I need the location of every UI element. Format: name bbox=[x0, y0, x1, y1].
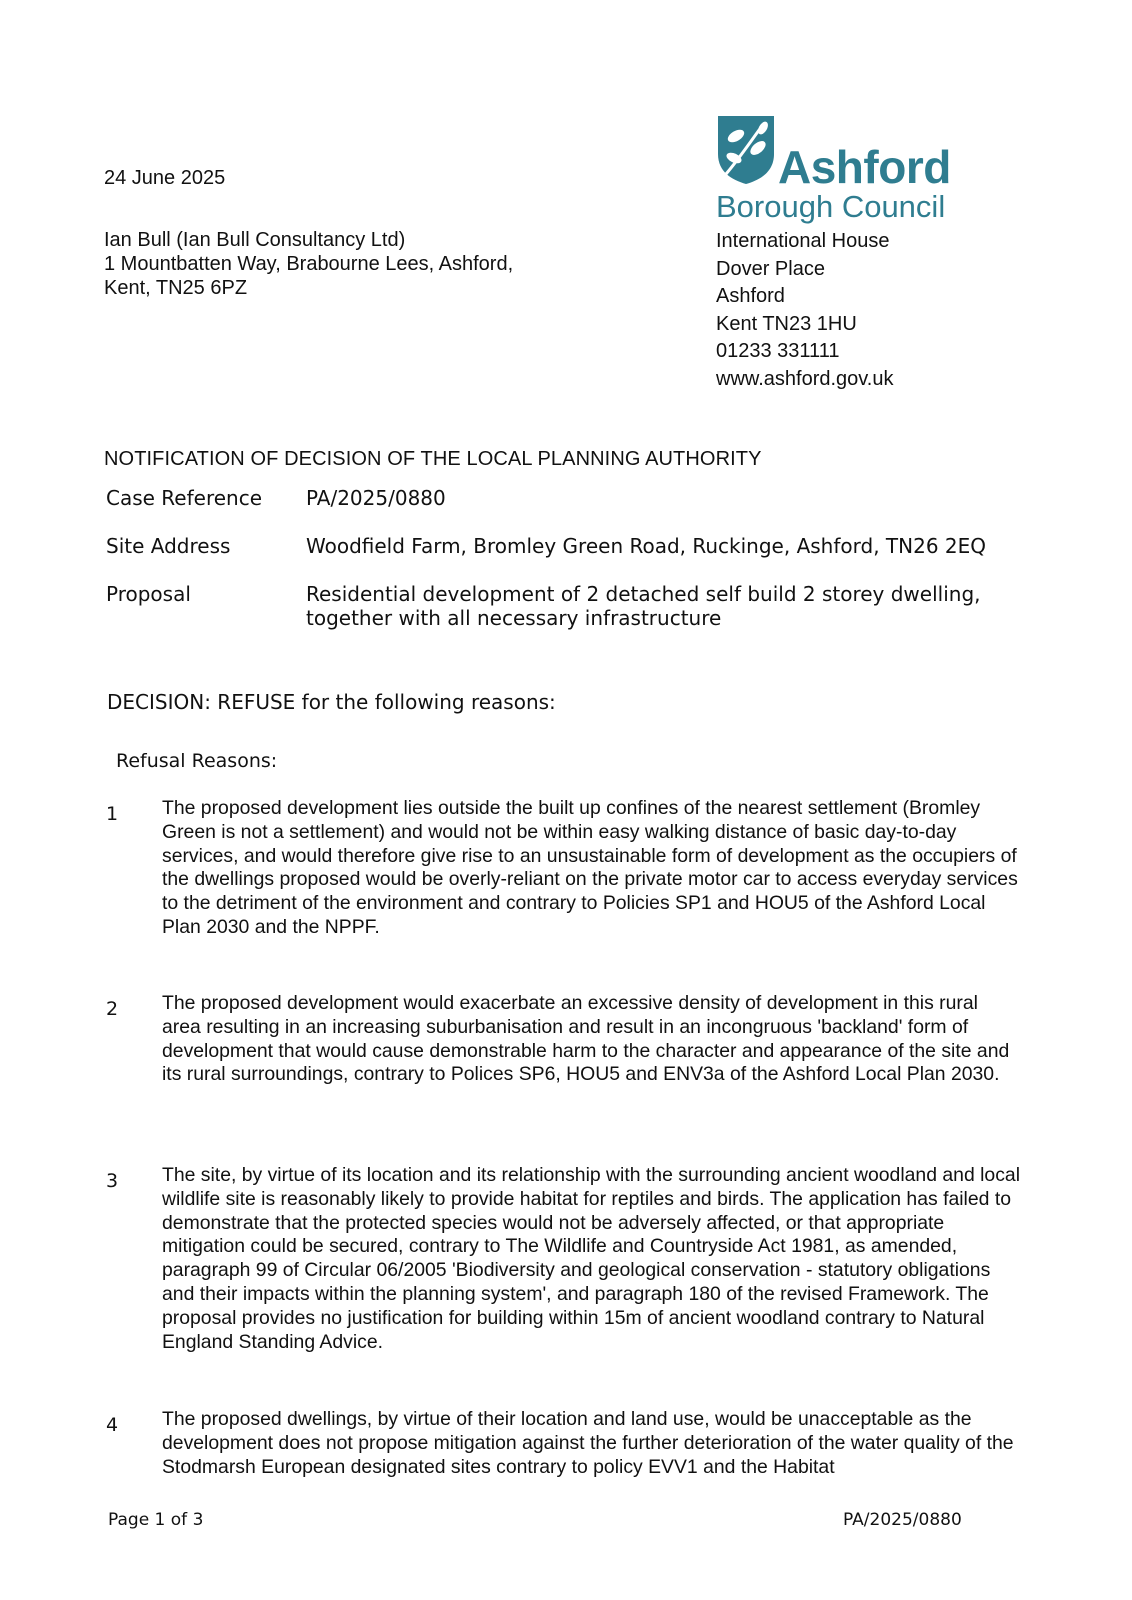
site-address-value: Woodfield Farm, Bromley Green Road, Ruckinge, Ashford, TN26 2EQ bbox=[306, 534, 986, 558]
reason-number: 1 bbox=[106, 803, 119, 825]
reason-number: 2 bbox=[106, 998, 119, 1020]
letter-date: 24 June 2025 bbox=[104, 167, 226, 189]
council-address-line: Dover Place bbox=[716, 257, 825, 280]
case-reference-value: PA/2025/0880 bbox=[306, 486, 446, 510]
addressee-line: Ian Bull (Ian Bull Consultancy Ltd) bbox=[104, 229, 406, 251]
site-address-label: Site Address bbox=[106, 534, 231, 558]
council-website: www.ashford.gov.uk bbox=[716, 367, 894, 390]
footer-reference: PA/2025/0880 bbox=[843, 1510, 962, 1530]
council-logo bbox=[716, 114, 966, 226]
refusal-reasons-heading: Refusal Reasons: bbox=[116, 750, 278, 772]
council-address-line: International House bbox=[716, 230, 890, 252]
reason-number: 4 bbox=[106, 1414, 119, 1436]
reason-text: The site, by virtue of its location and its relationship with the surrounding ancient woodland and local wildlife site is reasonably likely to provide habitat for reptiles and birds. The application has failed to demonstrate that the protected species would not be adversely affected, or that appropriate mitigation could be secured, contrary to The Wildlife and Countryside Act 1981, as amended, paragraph 99 of Circular 06/2005 'Biodiversity and geological conservation - statutory obligations and their impacts within the planning system', and paragraph 180 of the revised Framework. The proposal provides no justification for building within 15m of ancient woodland contrary to Natural England Standing Advice. bbox=[162, 1164, 1020, 1353]
council-address-block bbox=[716, 228, 894, 394]
council-address-line: Kent TN23 1HU bbox=[716, 312, 857, 335]
addressee-block bbox=[104, 228, 513, 300]
council-phone: 01233 331111 bbox=[716, 340, 840, 363]
addressee-line: Kent, TN25 6PZ bbox=[104, 277, 248, 299]
notice-title: NOTIFICATION OF DECISION OF THE LOCAL PLANNING AUTHORITY bbox=[104, 448, 762, 470]
proposal-label: Proposal bbox=[106, 582, 191, 606]
proposal-value: Residential development of 2 detached self build 2 storey dwelling, together with all necessary infrastructure bbox=[306, 582, 981, 630]
case-reference-label: Case Reference bbox=[106, 486, 263, 510]
decision-statement: DECISION: REFUSE for the following reasons: bbox=[107, 690, 556, 714]
council-address-line: Ashford bbox=[716, 285, 785, 308]
reason-text: The proposed development would exacerbate an excessive density of development in this rural area resulting in an increasing suburbanisation and result in an incongruous 'backland' form of development that would cause demonstrable harm to the character and appearance of the site and its rural surroundings, contrary to Polices SP6, HOU5 and ENV3a of the Ashford Local Plan 2030. bbox=[162, 992, 1010, 1086]
logo-word: Ashford bbox=[778, 141, 951, 193]
shield-leaf-icon bbox=[716, 114, 776, 186]
addressee-line: 1 Mountbatten Way, Brabourne Lees, Ashford, bbox=[104, 253, 514, 275]
reason-number: 3 bbox=[106, 1170, 119, 1192]
reason-text: The proposed development lies outside the built up confines of the nearest settlement (Bromley Green is not a settlement) and would not be within easy walking distance of basic day-to-day services, and would therefore give rise to an unsustainable form of development as the occupiers of the dwellings proposed would be overly-reliant on the private motor car to access everyday services to the detriment of the environment and contrary to Policies SP1 and HOU5 of the Ashford Local Plan 2030 and the NPPF. bbox=[162, 797, 1018, 938]
logo-subtitle: Borough Council bbox=[716, 189, 946, 224]
reason-text: The proposed dwellings, by virtue of their location and land use, would be unacceptable as the development does not propose mitigation against the further deterioration of the water quality of the Stodmarsh European designated sites contrary to policy EVV1 and the Habitat bbox=[162, 1408, 1014, 1478]
page-number: Page 1 of 3 bbox=[108, 1510, 204, 1530]
